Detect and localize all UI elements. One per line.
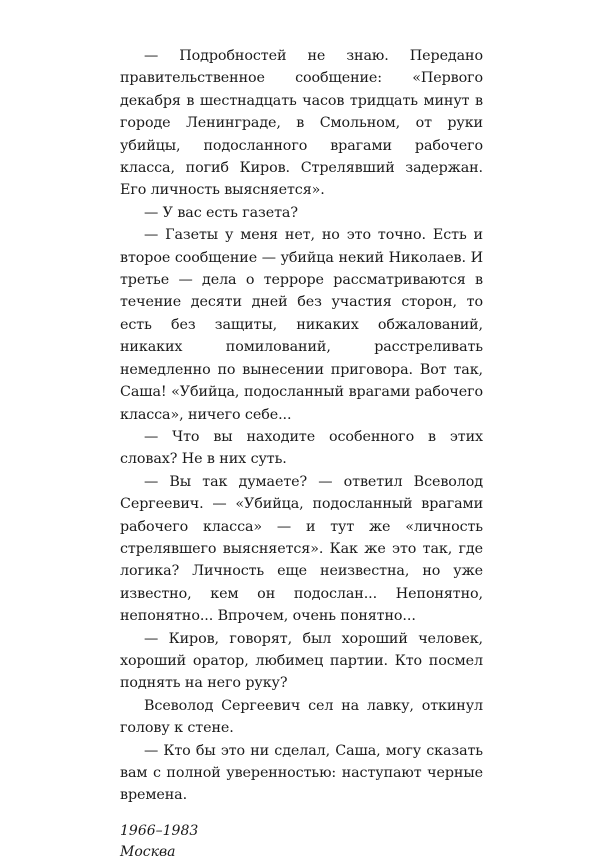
paragraph: — Подробностей не знаю. Передано правительственное сообщение: «Первого декабря в шестнадцать часов тридцать минут в городе Ленинграде, в Смольном, от руки убийцы, подосланного врагами рабочего класса, погиб Киров. Стрелявший задержан. Его личность выясняется».	[120, 48, 483, 199]
dateline-years: 1966–1983	[120, 822, 199, 839]
paragraph: Всеволод Сергеевич сел на лавку, откинул голову к стене.	[120, 697, 483, 737]
paragraph: — Газеты у меня нет, но это точно. Есть и второе сообщение — убийца некий Николаев. И третье — дела о терроре рассматриваются в течение десяти дней без участия сторон, то есть без защиты, никаких обжалований, никаких помилований, расстреливать немедленно по вынесении приговора. Вот так, Саша! «Убийца, подосланный врагами рабочего класса», ничего себе...	[120, 227, 483, 423]
dateline	[120, 821, 483, 863]
dateline-place: Москва	[120, 843, 176, 860]
paragraph: — У вас есть газета?	[144, 204, 298, 221]
paragraph: — Вы так думаете? — ответил Всеволод Сергеевич. — «Убийца, подосланный врагами рабочего класса» — и тут же «личность стрелявшего выясняется». Как же это так, где логика? Личность еще неизвестна, но уже известно, кем он подослан... Непонятно, непонятно... Впрочем, очень понятно...	[120, 473, 483, 625]
paragraph: — Киров, говорят, был хороший человек, хороший оратор, любимец партии. Кто посмел поднять на него руку?	[120, 630, 483, 692]
paragraph: — Кто бы это ни сделал, Саша, могу сказать вам с полной уверенностью: наступают черные времена.	[120, 742, 483, 804]
text-block	[120, 45, 483, 807]
book-page	[120, 45, 483, 863]
paragraph: — Что вы находите особенного в этих словах? Не в них суть.	[120, 428, 483, 468]
